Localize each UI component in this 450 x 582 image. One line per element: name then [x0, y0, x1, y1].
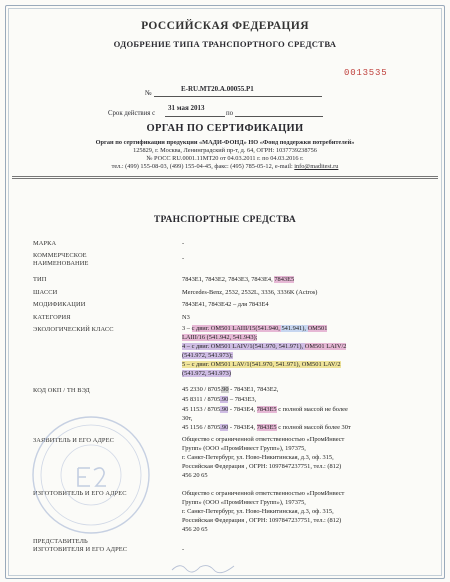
country-title: РОССИЙСКАЯ ФЕДЕРАЦИЯ	[141, 20, 309, 32]
manufacturer-label: ИЗГОТОВИТЕЛЬ И ЕГО АДРЕС	[33, 490, 127, 497]
okp-4-sub: .90	[220, 424, 229, 431]
okp-1-types: - 7843E1, 7843E2,	[228, 386, 279, 393]
brand-label: МАРКА	[33, 240, 57, 247]
eco-line-1-code: 541.941),	[281, 325, 308, 332]
eco-class-line-5	[182, 361, 341, 370]
eco-class-line-1	[182, 325, 327, 334]
validity-from-underline	[165, 116, 225, 117]
representative-label-1: ПРЕДСТАВИТЕЛЬ	[33, 538, 88, 545]
okp-3-code: 45 1153 / 8705	[182, 406, 221, 413]
manufacturer-line-4: Российская Федерация , ОГРН: 1097847237751, тел.: (812)	[182, 517, 342, 524]
okp-code-label: КОД ОКП / ТН ВЭД	[33, 387, 90, 394]
okp-2-sub: .90	[220, 396, 229, 403]
manufacturer-line-2: Групп» (ООО «ПромИнвест Групп»), 197375,	[182, 499, 306, 506]
section-title: ТРАНСПОРТНЫЕ СРЕДСТВА	[153, 215, 297, 225]
serial-number: 0013535	[344, 68, 388, 78]
type-value-highlight: 7843E5	[274, 276, 295, 283]
brand-value: -	[182, 240, 185, 247]
eco-line-3-engine: 4 – с двиг. OM501 LAIV/1(541.970, 541.971),	[182, 343, 305, 350]
okp-1-sub: .90	[220, 386, 229, 393]
okp-3-mass: с полной массой не более	[276, 406, 348, 413]
validity-label: Срок действия с	[108, 110, 156, 117]
validity-from: 31 мая 2013	[168, 104, 205, 112]
category-value: N3	[182, 314, 190, 321]
okp-line-3	[182, 406, 348, 415]
validity-to-label: по	[226, 110, 234, 117]
applicant-label: ЗАЯВИТЕЛЬ И ЕГО АДРЕС	[33, 437, 114, 444]
okp-line-3b	[182, 415, 192, 424]
eco-class-label: ЭКОЛОГИЧЕСКИЙ КЛАСС	[33, 326, 114, 333]
applicant-line-2: Групп» (ООО «ПромИнвест Групп»), 197375,	[182, 445, 306, 452]
eco-class-line-2	[182, 334, 257, 343]
commercial-name-label-2: НАИМЕНОВАНИЕ	[33, 260, 89, 267]
applicant-line-3: г. Санкт-Петербург, ул. Ново-Никитинская, д.3, оф. 315,	[182, 454, 334, 461]
eco-line-1-prefix: 3 –	[182, 325, 192, 332]
organ-contacts	[0, 163, 450, 171]
organ-accreditation: № РОСС RU.0001.11МТ20 от 04.03.2011 г. по 04.03.2016 г.	[146, 155, 304, 162]
okp-3-types: - 7843E4,	[228, 406, 257, 413]
eco-line-2-engine: LAIII/16 (541.942, 541.943);	[182, 334, 258, 341]
modifications-value: 7843E41, 7843E42 – для 7843E4	[182, 301, 269, 308]
okp-4-code: 45 1156 / 8705	[182, 424, 221, 431]
applicant-line-1: Общество с ограниченной ответственностью «ПромИнвест	[182, 436, 345, 443]
chassis-label: ШАССИ	[33, 289, 58, 296]
okp-1-code: 45 2330 / 8705	[182, 386, 221, 393]
eco-line-5-engine: 5 – с двиг. OM501 LAV/1(541.970, 541.971), OM501 LAV/2	[182, 361, 341, 368]
manufacturer-line-3: г. Санкт-Петербург, ул. Ново-Никитинская, д.3, оф. 315,	[182, 508, 334, 515]
eco-line-1-engine: с двиг. OM501 LAIII/15(541.940,	[191, 325, 282, 332]
okp-3-type-hl: 7843E5	[256, 406, 277, 413]
eco-class-line-3	[182, 343, 346, 352]
organ-email-link[interactable]: info@maditest.ru	[294, 163, 339, 170]
okp-4-mass: с полной массой более 30т	[276, 424, 351, 431]
representative-label-2: ИЗГОТОВИТЕЛЯ И ЕГО АДРЕС	[33, 546, 128, 553]
eco-class-line-4	[182, 352, 233, 361]
okp-line-2	[182, 396, 256, 405]
commercial-name-value: -	[182, 255, 185, 262]
okp-4-type-hl: 7843E5	[256, 424, 277, 431]
approval-number: E-RU.MT20.A.00055.P1	[181, 85, 254, 93]
divider-top	[12, 176, 438, 177]
applicant-line-5: 456 20 65	[182, 472, 208, 479]
eco-line-6-code: (541.972, 541.973)	[182, 370, 231, 377]
okp-4-types: - 7843E4,	[228, 424, 257, 431]
type-label: ТИП	[33, 276, 47, 283]
eco-line-4-code: (541.972, 541.973);	[182, 352, 233, 359]
type-value-text: 7843E1, 7843E2, 7843E3, 7843E4,	[182, 276, 275, 283]
eco-class-line-6	[182, 370, 231, 379]
document-type-title: ОДОБРЕНИЕ ТИПА ТРАНСПОРТНОГО СРЕДСТВА	[113, 39, 337, 49]
representative-value: -	[182, 546, 185, 553]
applicant-line-4: Российская Федерация , ОГРН: 1097847237751, тел.: (812)	[182, 463, 342, 470]
signature-icon	[170, 560, 240, 574]
organ-phones: тел.: (499) 155-08-03, (499) 155-04-45, факс: (495) 785-05-12, e-mail:	[111, 163, 295, 170]
commercial-name-label-1: КОММЕРЧЕСКОЕ	[33, 252, 87, 259]
type-value	[182, 276, 294, 285]
okp-line-1	[182, 386, 278, 395]
okp-2-types: – 7843E3,	[228, 396, 257, 403]
number-sign: №	[145, 89, 152, 97]
organ-name: Орган по сертификации продукции «МАДИ-ФОНД» НО «Фонд поддержки потребителей»	[95, 139, 355, 146]
okp-line-4	[182, 424, 351, 433]
chassis-value: Mercedes-Benz, 2532, 2532L, 3336, 3336K (Actros)	[182, 289, 318, 296]
manufacturer-line-5: 456 20 65	[182, 526, 208, 533]
okp-3-mass-unit: 30т,	[182, 415, 193, 422]
okp-2-code: 45 8311 / 8705	[182, 396, 221, 403]
divider-top-2	[12, 178, 438, 179]
round-stamp-icon	[26, 410, 156, 540]
organ-address: 125829, г. Москва, Ленинградский пр-т, д. 64, ОГРН: 1037739238756	[133, 147, 317, 154]
number-underline	[154, 96, 322, 97]
modifications-label: МОДИФИКАЦИИ	[33, 301, 86, 308]
category-label: КАТЕГОРИЯ	[33, 314, 71, 321]
validity-to-underline	[235, 116, 323, 117]
organ-title: ОРГАН ПО СЕРТИФИКАЦИИ	[146, 123, 304, 134]
okp-3-sub: .90	[220, 406, 229, 413]
manufacturer-line-1: Общество с ограниченной ответственностью «ПромИнвест	[182, 490, 345, 497]
eco-line-1-engine-2: OM501	[307, 325, 328, 332]
eco-line-3-engine-2: OM501 LAIV/2	[304, 343, 347, 350]
